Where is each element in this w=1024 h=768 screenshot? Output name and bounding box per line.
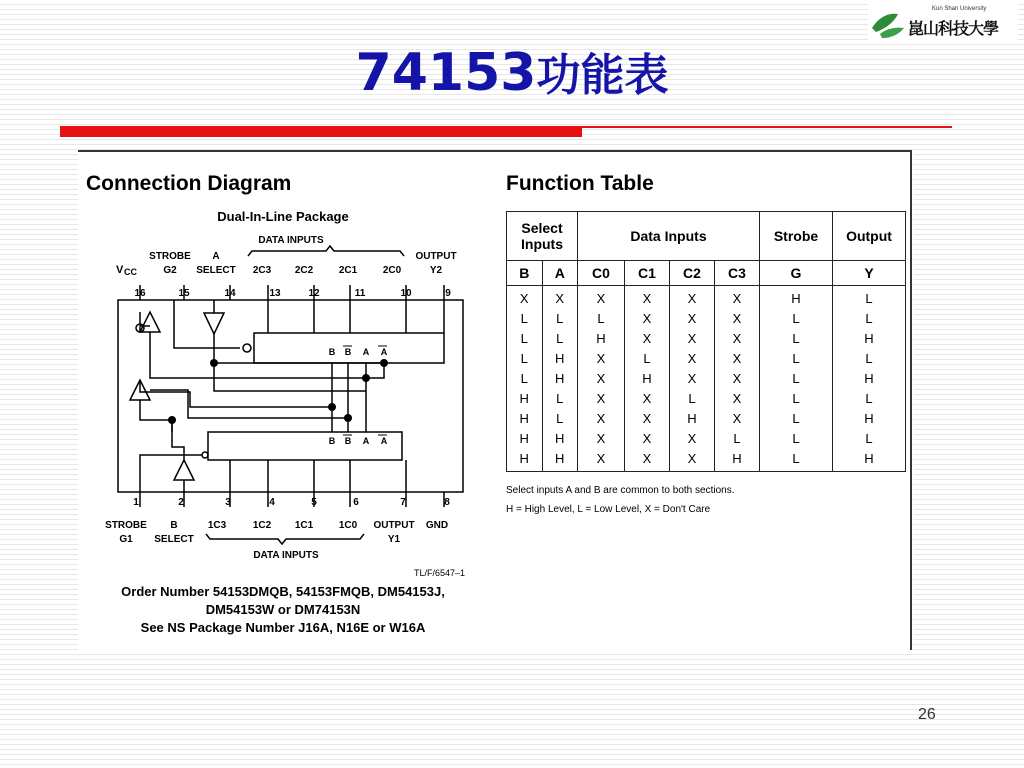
table-row — [507, 389, 906, 409]
table-cell: X — [625, 409, 670, 429]
table-cell: L — [542, 329, 578, 349]
title-underline-line — [582, 126, 952, 128]
bottom-pin-numbers — [133, 497, 450, 508]
table-cell: X — [670, 449, 715, 472]
table-cell: L — [542, 389, 578, 409]
b-label: B — [170, 520, 178, 531]
column-header: C0 — [578, 261, 625, 286]
table-cell: X — [625, 329, 670, 349]
table-row — [507, 369, 906, 389]
table-cell: H — [507, 389, 543, 409]
2c1-label: 2C1 — [338, 265, 358, 276]
table-row — [507, 449, 906, 472]
1c0-label: 1C0 — [338, 520, 358, 531]
table-cell: L — [760, 449, 833, 472]
table-cell: X — [507, 286, 543, 310]
table-cell: X — [578, 286, 625, 310]
1c3-label: 1C3 — [207, 520, 227, 531]
2c0-label: 2C0 — [382, 265, 402, 276]
table-cell: L — [760, 309, 833, 329]
output-bottom-label: OUTPUT — [373, 520, 415, 531]
strobe-header: Strobe — [760, 212, 833, 261]
pin-4: 4 — [269, 497, 275, 508]
table-cell: H — [833, 449, 906, 472]
2c2-label: 2C2 — [294, 265, 314, 276]
table-cell: X — [578, 449, 625, 472]
pin-11: 11 — [354, 288, 366, 299]
title-code: 74153 — [355, 43, 537, 103]
doc-right-border — [910, 150, 912, 650]
table-cell: X — [578, 429, 625, 449]
y2-label: Y2 — [429, 265, 443, 276]
table-cell: X — [670, 329, 715, 349]
select-bottom-label: SELECT — [154, 534, 194, 545]
table-cell: H — [507, 409, 543, 429]
pin-5: 5 — [311, 497, 317, 508]
table-cell: X — [715, 409, 760, 429]
table-cell: L — [760, 409, 833, 429]
table-cell: L — [715, 429, 760, 449]
table-cell: H — [542, 349, 578, 369]
table-cell: X — [670, 286, 715, 310]
column-header: C2 — [670, 261, 715, 286]
a-label: A — [212, 251, 220, 262]
table-note-1: Select inputs A and B are common to both sections. — [506, 485, 735, 496]
table-cell: H — [542, 449, 578, 472]
function-table — [506, 211, 906, 472]
output-top-label: OUTPUT — [415, 251, 457, 262]
column-header: G — [760, 261, 833, 286]
table-cell: X — [542, 286, 578, 310]
table-cell: H — [670, 409, 715, 429]
pin-15: 15 — [178, 288, 190, 299]
table-cell: L — [833, 389, 906, 409]
table-cell: X — [715, 349, 760, 369]
table-cell: X — [578, 349, 625, 369]
table-cell: X — [670, 349, 715, 369]
g2-label: G2 — [163, 265, 177, 276]
upper-box-abar: A — [380, 347, 388, 357]
column-header: C1 — [625, 261, 670, 286]
table-cell: X — [625, 309, 670, 329]
table-cell: X — [578, 409, 625, 429]
column-header-row — [507, 261, 906, 286]
tl-reference: TL/F/6547–1 — [414, 568, 466, 578]
logo-english: Kun Shan University — [932, 6, 987, 12]
table-cell: X — [715, 329, 760, 349]
table-cell: L — [833, 349, 906, 369]
table-cell: H — [542, 429, 578, 449]
table-cell: L — [542, 409, 578, 429]
function-table-heading: Function Table — [506, 172, 654, 195]
table-cell: X — [625, 389, 670, 409]
pin-10: 10 — [400, 288, 412, 299]
title-chinese: 功能表 — [536, 50, 669, 101]
pin-7: 7 — [400, 497, 406, 508]
column-header: Y — [833, 261, 906, 286]
table-cell: X — [578, 369, 625, 389]
table-cell: L — [760, 349, 833, 369]
table-cell: H — [507, 449, 543, 472]
table-cell: H — [760, 286, 833, 310]
lower-box-a: A — [362, 436, 370, 446]
package-label: Dual-In-Line Package — [217, 209, 349, 224]
group-header-row — [507, 212, 906, 261]
pin-8: 8 — [444, 497, 450, 508]
select-top-label: SELECT — [196, 265, 236, 276]
pin-3: 3 — [225, 497, 231, 508]
gnd-label: GND — [425, 520, 449, 531]
table-cell: X — [670, 369, 715, 389]
table-row — [507, 329, 906, 349]
table-cell: H — [833, 329, 906, 349]
table-cell: H — [578, 329, 625, 349]
strobe-top-label: STROBE — [149, 251, 191, 262]
title-underline-bar — [60, 126, 582, 137]
pin-13: 13 — [269, 288, 281, 299]
column-header: B — [507, 261, 543, 286]
table-cell: X — [670, 429, 715, 449]
column-header: C3 — [715, 261, 760, 286]
table-note-2: H = High Level, L = Low Level, X = Don't Care — [506, 504, 711, 515]
table-cell: H — [507, 429, 543, 449]
pin-6: 6 — [353, 497, 359, 508]
table-cell: L — [760, 329, 833, 349]
table-row — [507, 409, 906, 429]
datasheet-excerpt — [78, 150, 913, 650]
pin-14: 14 — [224, 288, 236, 299]
table-cell: L — [760, 429, 833, 449]
mux-box-labels — [329, 346, 388, 446]
table-cell: L — [507, 369, 543, 389]
upper-box-b: B — [328, 347, 336, 357]
g1-label: G1 — [119, 534, 133, 545]
data-inputs-top-label: DATA INPUTS — [258, 235, 324, 246]
table-cell: X — [625, 286, 670, 310]
table-cell: L — [507, 349, 543, 369]
top-pin-numbers — [134, 288, 451, 299]
pin-2: 2 — [178, 497, 184, 508]
logo-chinese: 崑山科技大學 — [908, 19, 999, 38]
table-cell: L — [670, 389, 715, 409]
page-number: 26 — [918, 706, 936, 723]
pin-9: 9 — [445, 288, 451, 299]
table-row — [507, 309, 906, 329]
bottom-pin-labels — [105, 520, 448, 561]
table-cell: X — [670, 309, 715, 329]
lower-box-bbar: B — [344, 436, 352, 446]
table-cell: L — [507, 329, 543, 349]
lower-box-b: B — [328, 436, 336, 446]
table-cell: L — [760, 389, 833, 409]
table-cell: H — [715, 449, 760, 472]
pin-12: 12 — [308, 288, 320, 299]
table-cell: H — [833, 409, 906, 429]
table-cell: L — [833, 309, 906, 329]
1c2-label: 1C2 — [252, 520, 272, 531]
slide-title — [0, 38, 1024, 111]
y1-label: Y1 — [387, 534, 401, 545]
vcc-subscript: CC — [124, 267, 137, 277]
table-cell: X — [715, 309, 760, 329]
table-cell: L — [507, 309, 543, 329]
table-cell: L — [578, 309, 625, 329]
order-line-3: See NS Package Number J16A, N16E or W16A — [140, 620, 426, 635]
table-cell: H — [625, 369, 670, 389]
function-table-body — [507, 286, 906, 472]
column-header: A — [542, 261, 578, 286]
2c3-label: 2C3 — [252, 265, 272, 276]
output-header: Output — [833, 212, 906, 261]
table-row — [507, 286, 906, 310]
table-cell: X — [578, 389, 625, 409]
order-line-2: DM54153W or DM74153N — [205, 602, 361, 617]
pin-16: 16 — [134, 288, 146, 299]
lower-box-abar: A — [380, 436, 388, 446]
table-row — [507, 349, 906, 369]
table-cell: X — [715, 389, 760, 409]
select-inputs-header: Select Inputs — [507, 212, 578, 261]
order-line-1: Order Number 54153DMQB, 54153FMQB, DM54153J, — [121, 584, 445, 599]
strobe-bottom-label: STROBE — [105, 520, 147, 531]
table-cell: X — [715, 286, 760, 310]
vcc-label: V — [116, 264, 124, 276]
connection-diagram-heading: Connection Diagram — [86, 172, 292, 195]
table-row — [507, 429, 906, 449]
table-cell: H — [542, 369, 578, 389]
table-cell: L — [760, 369, 833, 389]
upper-box-a: A — [362, 347, 370, 357]
table-cell: X — [625, 449, 670, 472]
table-cell: L — [542, 309, 578, 329]
table-cell: L — [833, 286, 906, 310]
upper-box-bbar: B — [344, 347, 352, 357]
data-inputs-header: Data Inputs — [578, 212, 760, 261]
table-cell: L — [833, 429, 906, 449]
1c1-label: 1C1 — [294, 520, 314, 531]
data-inputs-bottom-label: DATA INPUTS — [253, 550, 319, 561]
pin-1: 1 — [133, 497, 139, 508]
table-cell: H — [833, 369, 906, 389]
table-cell: L — [625, 349, 670, 369]
top-pin-labels — [116, 235, 457, 277]
table-cell: X — [625, 429, 670, 449]
table-cell: X — [715, 369, 760, 389]
connection-diagram — [78, 150, 488, 570]
